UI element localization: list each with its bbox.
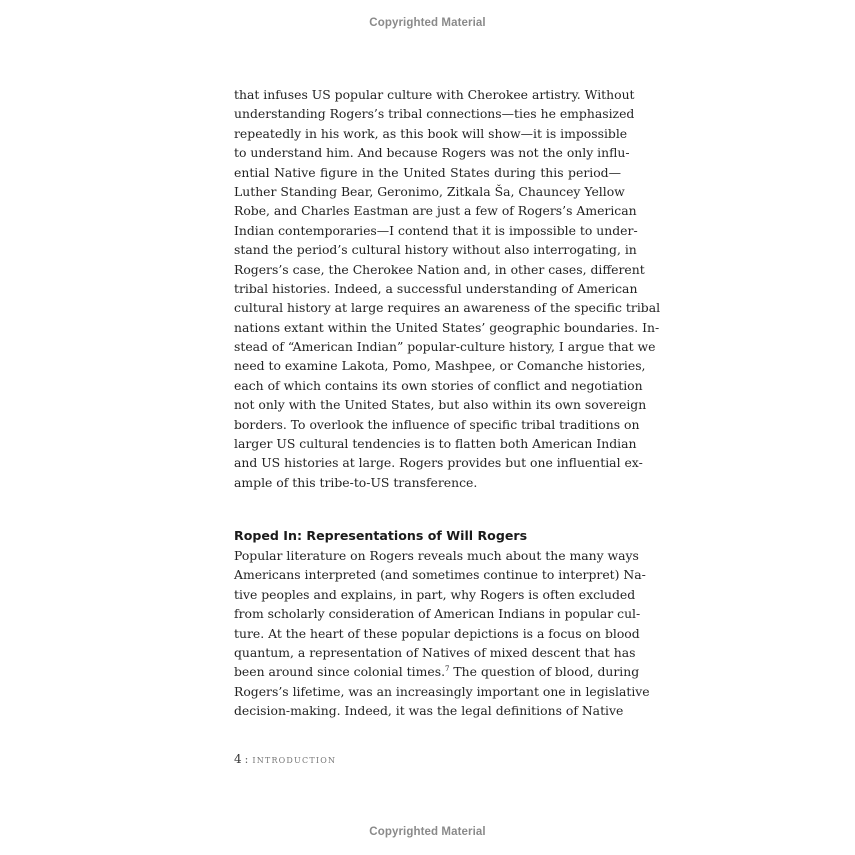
copyright-watermark-top: Copyrighted Material xyxy=(369,17,486,29)
text-line: larger US cultural tendencies is to flatten both American Indian xyxy=(234,436,637,452)
text-line-with-footnote xyxy=(234,662,640,681)
text-line: nations extant within the United States’ geographic boundaries. In- xyxy=(234,319,660,335)
text-segment: The question of blood, during xyxy=(449,664,640,680)
copyright-watermark-bottom: Copyrighted Material xyxy=(369,826,486,838)
running-head: INTRODUCTION xyxy=(252,756,337,765)
page-footer xyxy=(234,752,336,766)
body-paragraph-1 xyxy=(234,85,661,492)
folio-separator: : xyxy=(244,753,249,766)
text-line: quantum, a representation of Natives of mixed descent that has xyxy=(234,644,636,660)
text-line: need to examine Lakota, Pomo, Mashpee, or Comanche histories, xyxy=(234,358,646,374)
text-line: Robe, and Charles Eastman are just a few of Rogers’s American xyxy=(234,203,637,219)
text-line: tive peoples and explains, in part, why Rogers is often excluded xyxy=(234,586,636,602)
text-line: stead of “American Indian” popular-culture history, I argue that we xyxy=(234,339,656,355)
text-line: and US histories at large. Rogers provides but one influential ex- xyxy=(234,455,643,471)
text-line: Rogers’s lifetime, was an increasingly important one in legislative xyxy=(234,683,650,699)
text-line: Rogers’s case, the Cherokee Nation and, in other cases, different xyxy=(234,261,645,277)
text-line: understanding Rogers’s tribal connections—ties he emphasized xyxy=(234,106,635,122)
text-line: Popular literature on Rogers reveals much about the many ways xyxy=(234,548,639,563)
text-line: ture. At the heart of these popular depictions is a focus on blood xyxy=(234,625,640,641)
text-line: repeatedly in his work, as this book will show—it is impossible xyxy=(234,125,628,141)
text-line: not only with the United States, but also within its own sovereign xyxy=(234,397,647,413)
text-line: that infuses US popular culture with Cherokee artistry. Without xyxy=(234,87,635,102)
text-line: to understand him. And because Rogers was not the only influ- xyxy=(234,145,630,161)
text-line: ample of this tribe-to-US transference. xyxy=(234,474,478,490)
page-number: 4 xyxy=(234,752,242,766)
text-line: each of which contains its own stories of conflict and negotiation xyxy=(234,377,643,393)
text-line: decision-making. Indeed, it was the legal definitions of Native xyxy=(234,703,624,719)
text-line: Indian contemporaries—I contend that it is impossible to under- xyxy=(234,222,638,238)
text-line: from scholarly consideration of American Indians in popular cul- xyxy=(234,606,641,622)
text-line: stand the period’s cultural history without also interrogating, in xyxy=(234,242,637,258)
body-paragraph-2 xyxy=(234,546,650,721)
text-line: Americans interpreted (and sometimes continue to interpret) Na- xyxy=(234,567,646,583)
text-segment: been around since colonial times. xyxy=(234,664,446,680)
text-line: borders. To overlook the influence of specific tribal traditions on xyxy=(234,416,640,432)
text-line: Luther Standing Bear, Geronimo, Zitkala Ša, Chauncey Yellow xyxy=(234,183,625,199)
section-heading: Roped In: Representations of Will Rogers xyxy=(234,528,528,543)
text-line: cultural history at large requires an awareness of the specific tribal xyxy=(234,300,661,316)
text-line: tribal histories. Indeed, a successful understanding of American xyxy=(234,280,638,296)
footnote-reference[interactable]: 7 xyxy=(445,665,450,674)
text-line: ential Native figure in the United States during this period— xyxy=(234,164,621,180)
